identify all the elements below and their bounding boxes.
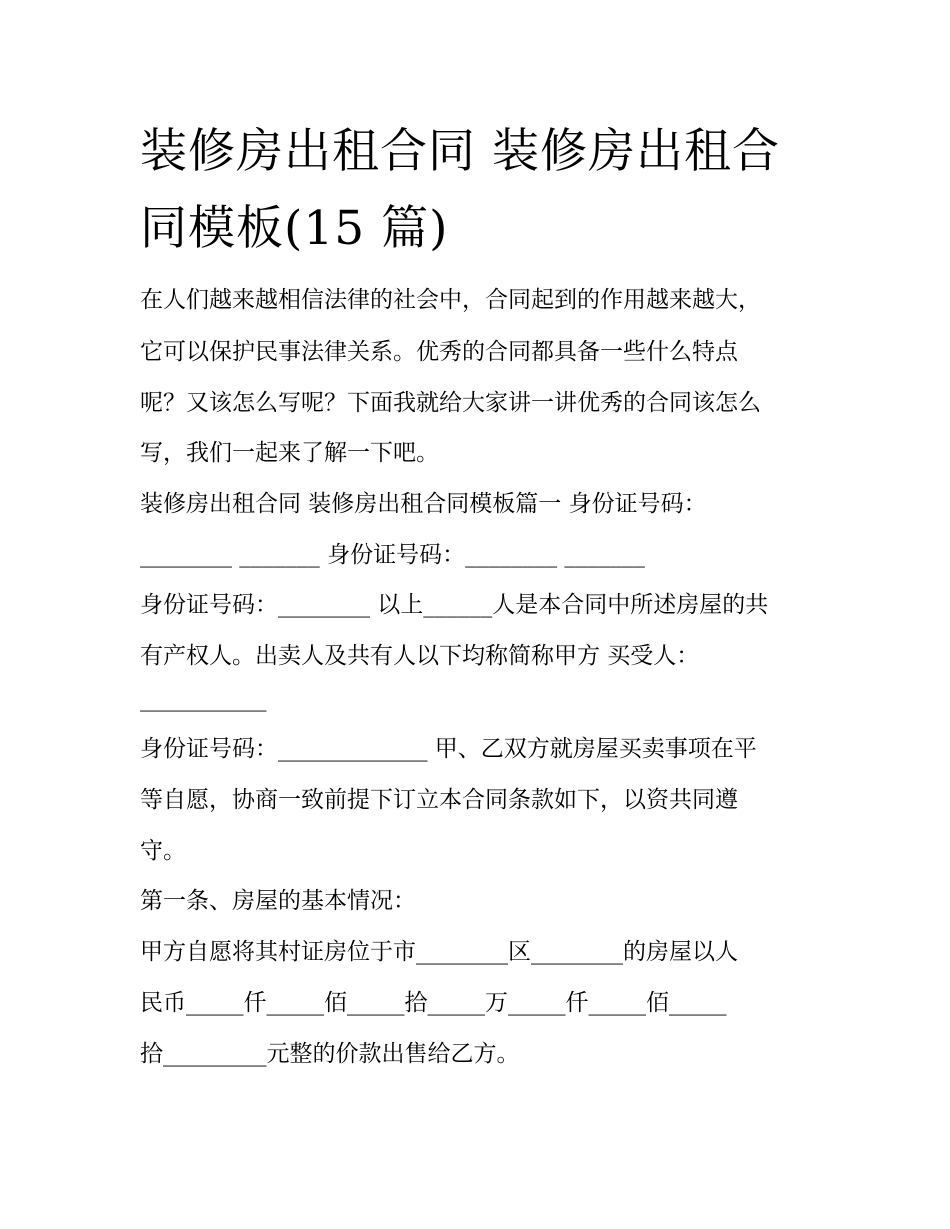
paragraph-line-11: 等自愿，协商一致前提下订立本合同条款如下，以资共同遵 bbox=[140, 787, 738, 813]
title-line-2: 同模板(15 篇) bbox=[140, 201, 449, 256]
paragraph-line-7: 身份证号码：________ 以上______人是本合同中所述房屋的共 bbox=[140, 592, 769, 618]
paragraph-line-16: 拾_________元整的价款出售给乙方。 bbox=[140, 1041, 520, 1067]
paragraph-line-10: 身份证号码：_____________ 甲、乙双方就房屋买卖事项在平 bbox=[140, 736, 757, 762]
paragraph-line-5: 装修房出租合同 装修房出租合同模板篇一 身份证号码： bbox=[140, 491, 707, 517]
paragraph-line-12: 守。 bbox=[140, 838, 186, 864]
paragraph-line-1: 在人们越来越相信法律的社会中，合同起到的作用越来越大， bbox=[140, 287, 761, 313]
paragraph-line-6: ________ _______ 身份证号码：________ _______ bbox=[140, 542, 645, 568]
paragraph-line-8: 有产权人。出卖人及共有人以下均称简称甲方 买受人： bbox=[140, 643, 700, 669]
paragraph-line-3: 呢？又该怎么写呢？下面我就给大家讲一讲优秀的合同该怎么 bbox=[140, 390, 761, 416]
paragraph-line-2: 它可以保护民事法律关系。优秀的合同都具备一些什么特点 bbox=[140, 339, 738, 365]
document-title bbox=[140, 113, 830, 267]
paragraph-line-9: ___________ bbox=[140, 686, 267, 712]
paragraph-line-13: 第一条、房屋的基本情况： bbox=[140, 888, 416, 914]
paragraph-line-4: 写，我们一起来了解一下吧。 bbox=[140, 440, 439, 466]
paragraph-line-15: 民币_____仟_____佰_____拾_____万_____仟_____佰_____ bbox=[140, 990, 727, 1016]
paragraph-line-14: 甲方自愿将其村证房位于市________区________的房屋以人 bbox=[140, 939, 738, 965]
title-line-1: 装修房出租合同 装修房出租合 bbox=[140, 124, 780, 179]
